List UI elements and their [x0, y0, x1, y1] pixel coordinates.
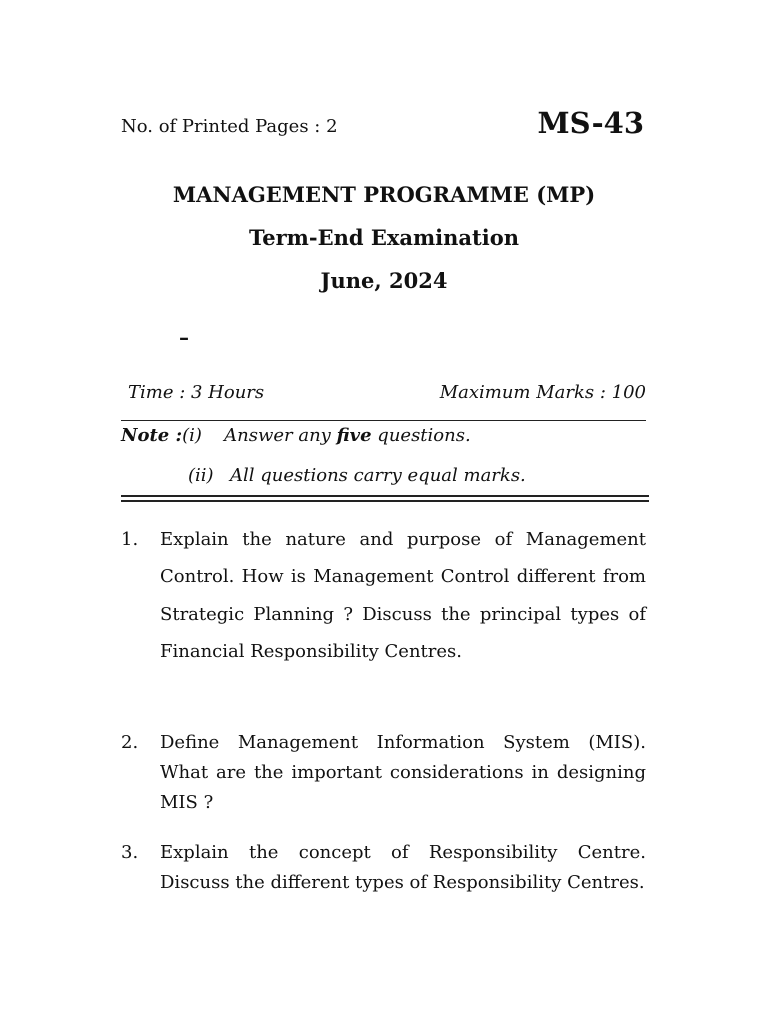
note-text-post: questions.: [371, 425, 471, 446]
question-number: 1.: [121, 529, 139, 550]
note-item-2: [188, 465, 526, 486]
paper-header: [121, 106, 646, 146]
note-number: (i): [182, 425, 202, 446]
question-number: 3.: [121, 842, 139, 863]
paper-code: MS-43: [537, 106, 644, 140]
programme-title: MANAGEMENT PROGRAMME (MP): [172, 182, 596, 207]
note-item-1: [121, 425, 471, 446]
question-text: Define Management Information System (MIS). What are the important considerations in designing MIS ?: [160, 732, 646, 813]
divider-double-bottom: [121, 500, 649, 502]
dash-mark: –: [179, 325, 189, 349]
question-text: Explain the concept of Responsibility Centre. Discuss the different types of Responsibility Centres.: [160, 842, 646, 893]
note-text-bold: five: [336, 425, 372, 446]
note-label: Note :: [121, 425, 183, 446]
divider-double-top: [121, 495, 649, 497]
maximum-marks: Maximum Marks : 100: [439, 382, 646, 403]
time-allowed: Time : 3 Hours: [128, 382, 265, 403]
divider-thin: [121, 420, 646, 421]
note-number: (ii): [188, 465, 214, 486]
question-number: 2.: [121, 732, 139, 753]
exam-info-row: [128, 382, 646, 403]
question-text: Explain the nature and purpose of Management Control. How is Management Control different from Strategic Planning ? Discuss the principal types of Financial Responsibility Centres.: [160, 529, 646, 662]
note-text: All questions carry equal marks.: [230, 465, 526, 486]
printed-pages-count: No. of Printed Pages : 2: [121, 116, 338, 137]
note-text-pre: Answer any: [224, 425, 337, 446]
exam-session: June, 2024: [320, 268, 448, 293]
exam-title: Term-End Examination: [248, 225, 519, 250]
